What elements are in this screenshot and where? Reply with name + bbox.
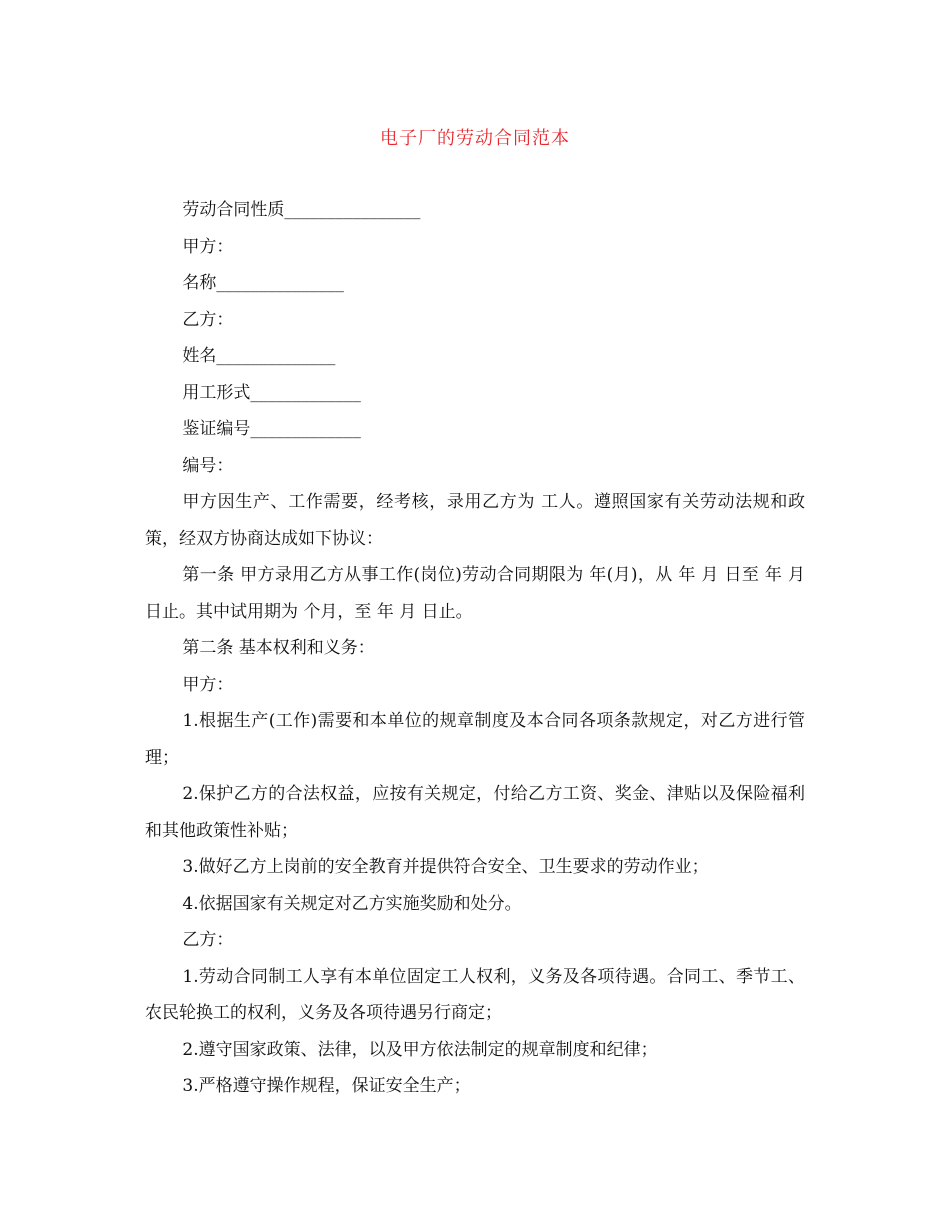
field-party-b bbox=[145, 302, 805, 339]
paragraph-party-b-heading: 乙方： bbox=[182, 930, 234, 950]
field-contract-nature bbox=[145, 192, 805, 229]
fill-in-blank: ______________ bbox=[216, 346, 336, 366]
paragraph-article-1: 第一条 甲方录用乙方从事工作(岗位)劳动合同期限为 年(月)，从 年 月 日至 年 月 日止。其中试用期为 个月，至 年 月 日止。 bbox=[145, 565, 805, 622]
paragraph-intro: 甲方因生产、工作需要，经考核，录用乙方为 工人。遵照国家有关劳动法规和政策，经双方协商达成如下协议： bbox=[145, 492, 805, 549]
paragraph-party-b-item-2: 2.遵守国家政策、法律，以及甲方依法制定的规章制度和纪律； bbox=[182, 1039, 658, 1060]
paragraph-party-a-item-3: 3.做好乙方上岗前的安全教育并提供符合安全、卫生要求的劳动作业； bbox=[182, 857, 709, 877]
paragraph-party-a-item-1: 1.根据生产(工作)需要和本单位的规章制度及本合同各项条款规定，对乙方进行管理； bbox=[145, 711, 805, 768]
fill-in-blank: _____________ bbox=[250, 382, 361, 403]
paragraph-party-a-item-2: 2.保护乙方的合法权益，应按有关规定，付给乙方工资、奖金、津贴以及保险福利和其他政策性补贴； bbox=[145, 784, 805, 841]
paragraph-party-a-item-4: 4.依据国家有关规定对乙方实施奖励和处分。 bbox=[182, 893, 522, 914]
fill-in-blank: _______________ bbox=[216, 273, 344, 293]
field-label: 劳动合同性质 bbox=[182, 200, 285, 220]
field-label: 姓名 bbox=[182, 346, 217, 366]
field-label: 名称 bbox=[182, 273, 217, 293]
field-label: 甲方： bbox=[182, 236, 234, 257]
document-title: 电子厂的劳动合同范本 bbox=[380, 128, 570, 149]
fill-in-blank: _____________ bbox=[250, 419, 361, 439]
paragraph-party-b-item-1: 1.劳动合同制工人享有本单位固定工人权利，义务及各项待遇。合同工、季节工、农民轮换工的权利，义务及各项待遇另行商定； bbox=[145, 966, 805, 1023]
paragraph-party-a-heading: 甲方： bbox=[182, 674, 234, 695]
document-body bbox=[145, 192, 805, 1105]
field-person-name bbox=[145, 338, 805, 375]
field-label: 用工形式 bbox=[182, 382, 251, 403]
field-party-a bbox=[145, 229, 805, 266]
field-label: 乙方： bbox=[182, 309, 234, 330]
paragraph-article-2-heading: 第二条 基本权利和义务： bbox=[182, 638, 375, 658]
field-label: 鉴证编号 bbox=[182, 419, 251, 439]
field-label: 编号： bbox=[182, 455, 234, 476]
field-certification-number bbox=[145, 411, 805, 448]
field-name bbox=[145, 265, 805, 302]
paragraph-party-b-item-3: 3.严格遵守操作规程，保证安全生产； bbox=[182, 1076, 471, 1096]
field-number bbox=[145, 448, 805, 485]
field-employment-form bbox=[145, 375, 805, 412]
fill-in-blank: ________________ bbox=[284, 200, 421, 220]
